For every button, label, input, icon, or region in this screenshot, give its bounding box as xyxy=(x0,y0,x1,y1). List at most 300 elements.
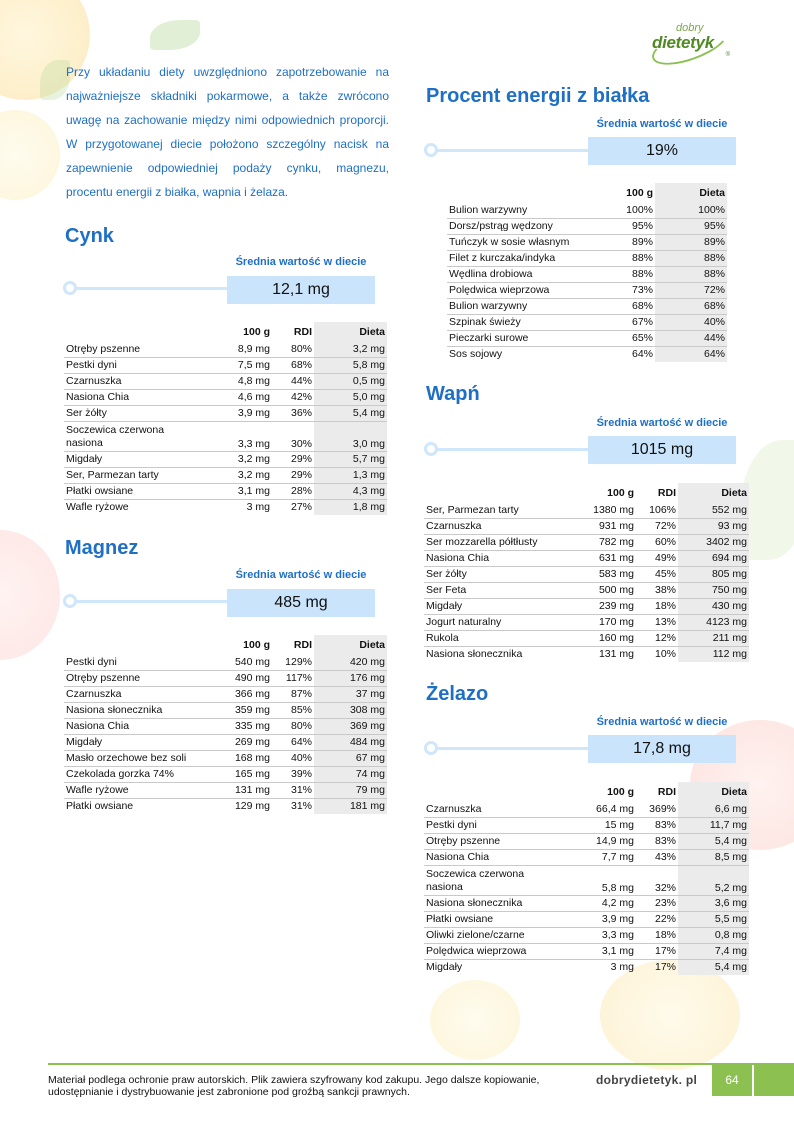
footer-site: dobrydietetyk. pl xyxy=(596,1073,698,1087)
decor-lemon-slice xyxy=(0,110,60,200)
rdi-value: 12% xyxy=(636,630,678,646)
food-name: Wędlina drobiowa xyxy=(447,266,607,282)
table-row xyxy=(64,467,387,483)
diet-value: 5,4 mg xyxy=(314,405,387,421)
per-100g-value: 3 mg xyxy=(610,961,634,974)
col-header-dieta: Dieta xyxy=(655,183,727,202)
table-row xyxy=(447,202,727,218)
col-header-dieta: Dieta xyxy=(314,322,387,341)
per-100g-value: 65% xyxy=(607,330,655,346)
diet-value: 93 mg xyxy=(678,518,749,534)
col-header-rdi: RDI xyxy=(293,325,312,338)
diet-value: 95% xyxy=(655,218,727,234)
table-row xyxy=(447,346,727,362)
rdi-value: 68% xyxy=(272,357,314,373)
food-name: Pestki dyni xyxy=(424,817,584,833)
per-100g-value: 359 mg xyxy=(224,702,272,718)
per-100g-value: 64% xyxy=(631,348,653,361)
table-row xyxy=(64,670,387,686)
diet-value: 1,3 mg xyxy=(314,467,387,483)
diet-value: 8,5 mg xyxy=(678,849,749,865)
section-title-magnez: Magnez xyxy=(65,537,139,559)
col-header-dieta: Dieta xyxy=(314,635,387,654)
table-wapn xyxy=(424,483,749,662)
per-100g-value: 165 mg xyxy=(224,766,272,782)
table-bialko xyxy=(447,183,727,362)
rdi-value: 40% xyxy=(272,750,314,766)
brand-logo xyxy=(650,22,732,62)
avg-value-wapn: 1015 mg xyxy=(588,436,736,464)
per-100g-value: 68% xyxy=(607,298,655,314)
rdi-value: 29% xyxy=(272,451,314,467)
diet-value: 44% xyxy=(655,330,727,346)
section-title-wapn: Wapń xyxy=(426,383,480,405)
food-name: Nasiona słonecznika xyxy=(424,895,584,911)
diet-value: 112 mg xyxy=(678,646,749,662)
avg-label: Średnia wartość w diecie xyxy=(596,716,728,728)
table-row xyxy=(64,389,387,405)
per-100g-value: 3,3 mg xyxy=(224,421,272,451)
diet-value: 4123 mg xyxy=(678,614,749,630)
food-name: Czekolada gorzka 74% xyxy=(64,766,224,782)
col-header-empty xyxy=(64,322,224,341)
table-row xyxy=(447,330,727,346)
diet-value: 11,7 mg xyxy=(678,817,749,833)
food-name: Migdały xyxy=(424,598,584,614)
food-name: Szpinak świeży xyxy=(447,314,607,330)
col-header-100g: 100 g xyxy=(243,325,270,338)
per-100g-value: 583 mg xyxy=(584,566,636,582)
food-name: Soczewica czerwona nasiona xyxy=(64,421,224,451)
table-row xyxy=(424,801,749,817)
rdi-value: 10% xyxy=(654,648,676,661)
per-100g-value: 490 mg xyxy=(224,670,272,686)
diet-value: 37 mg xyxy=(314,686,387,702)
per-100g-value: 88% xyxy=(607,250,655,266)
rdi-value: 28% xyxy=(272,483,314,499)
decor-grapefruit xyxy=(0,530,60,660)
table-row xyxy=(64,499,387,515)
per-100g-value: 160 mg xyxy=(584,630,636,646)
food-name: Bulion warzywny xyxy=(447,298,607,314)
slider-track xyxy=(432,149,592,152)
diet-value: 67 mg xyxy=(314,750,387,766)
slider-knob xyxy=(63,594,77,608)
per-100g-value: 540 mg xyxy=(224,654,272,670)
table-row xyxy=(64,341,387,357)
food-name: Pieczarki surowe xyxy=(447,330,607,346)
diet-value: 72% xyxy=(655,282,727,298)
table-row xyxy=(424,646,749,662)
food-name: Ser Feta xyxy=(424,582,584,598)
food-name: Nasiona Chia xyxy=(64,389,224,405)
diet-value: 5,8 mg xyxy=(314,357,387,373)
table-row xyxy=(64,686,387,702)
table-row xyxy=(424,566,749,582)
avg-label: Średnia wartość w diecie xyxy=(596,417,728,429)
rdi-value: 117% xyxy=(272,670,314,686)
table-row xyxy=(424,943,749,959)
rdi-value: 27% xyxy=(290,501,312,514)
per-100g-value: 15 mg xyxy=(584,817,636,833)
rdi-value: 22% xyxy=(636,911,678,927)
diet-value: 0,8 mg xyxy=(678,927,749,943)
food-name: Ser, Parmezan tarty xyxy=(64,467,224,483)
table-row xyxy=(64,451,387,467)
avg-value-zelazo: 17,8 mg xyxy=(588,735,736,763)
food-name: Oliwki zielone/czarne xyxy=(424,927,584,943)
diet-value: 40% xyxy=(655,314,727,330)
rdi-value: 36% xyxy=(272,405,314,421)
food-name: Płatki owsiane xyxy=(424,911,584,927)
intro-paragraph: Przy układaniu diety uwzględniono zapotrzebowanie na najważniejsze składniki pokarmowe, a także zwrócono uwagę na zachowanie między nimi odpowiednich proporcji. W przygotowanej diecie położono szczególny nacisk na zapewnienie odpowiedniej podaży cynku, magnezu, procentu energii z białka, wapnia i żelaza. xyxy=(66,65,389,199)
diet-value: 5,7 mg xyxy=(314,451,387,467)
slider-knob xyxy=(424,143,438,157)
diet-value: 3,6 mg xyxy=(678,895,749,911)
rdi-value: 80% xyxy=(272,718,314,734)
section-title-bialko: Procent energii z białka xyxy=(426,85,650,107)
diet-value: 484 mg xyxy=(314,734,387,750)
per-100g-value: 3,9 mg xyxy=(584,911,636,927)
per-100g-value: 66,4 mg xyxy=(584,801,636,817)
rdi-value: 29% xyxy=(272,467,314,483)
section-title-cynk: Cynk xyxy=(65,225,114,247)
slider-track xyxy=(432,747,592,750)
food-name: Płatki owsiane xyxy=(64,483,224,499)
diet-value: 7,4 mg xyxy=(678,943,749,959)
per-100g-value: 3,2 mg xyxy=(224,451,272,467)
per-100g-value: 239 mg xyxy=(584,598,636,614)
per-100g-value: 1380 mg xyxy=(584,502,636,518)
table-cynk xyxy=(64,322,387,515)
diet-value: 4,3 mg xyxy=(314,483,387,499)
food-name: Otręby pszenne xyxy=(64,341,224,357)
table-row xyxy=(424,534,749,550)
rdi-value: 129% xyxy=(272,654,314,670)
table-row xyxy=(64,750,387,766)
rdi-value: 80% xyxy=(272,341,314,357)
food-name: Tuńczyk w sosie własnym xyxy=(447,234,607,250)
footer-bar xyxy=(754,1064,794,1096)
table-row xyxy=(447,218,727,234)
table-row xyxy=(64,654,387,670)
food-name: Nasiona Chia xyxy=(424,550,584,566)
food-name: Otręby pszenne xyxy=(424,833,584,849)
table-row xyxy=(64,373,387,389)
diet-value: 64% xyxy=(655,346,727,362)
table-row xyxy=(64,718,387,734)
table-row xyxy=(424,959,749,975)
per-100g-value: 3 mg xyxy=(246,501,270,514)
table-row xyxy=(424,630,749,646)
rdi-value: 17% xyxy=(636,943,678,959)
rdi-value: 23% xyxy=(636,895,678,911)
table-row xyxy=(447,282,727,298)
table-row xyxy=(424,833,749,849)
per-100g-value: 88% xyxy=(607,266,655,282)
diet-value: 430 mg xyxy=(678,598,749,614)
diet-value: 750 mg xyxy=(678,582,749,598)
registered-mark: ® xyxy=(725,52,730,58)
table-row xyxy=(64,766,387,782)
per-100g-value: 100% xyxy=(607,202,655,218)
food-name: Soczewica czerwona nasiona xyxy=(424,865,584,895)
table-zelazo xyxy=(424,782,749,975)
table-row xyxy=(64,734,387,750)
avg-value-magnez: 485 mg xyxy=(227,589,375,617)
per-100g-value: 782 mg xyxy=(584,534,636,550)
per-100g-value: 67% xyxy=(607,314,655,330)
rdi-value: 30% xyxy=(272,421,314,451)
table-row xyxy=(424,849,749,865)
slider-knob xyxy=(424,741,438,755)
diet-value: 369 mg xyxy=(314,718,387,734)
food-name: Sos sojowy xyxy=(449,348,503,361)
food-name: Nasiona słonecznika xyxy=(426,648,523,661)
col-header-rdi: RDI xyxy=(657,486,676,499)
table-row xyxy=(424,598,749,614)
table-row xyxy=(447,298,727,314)
per-100g-value: 3,1 mg xyxy=(224,483,272,499)
diet-value: 74 mg xyxy=(314,766,387,782)
food-name: Filet z kurczaka/indyka xyxy=(447,250,607,266)
col-header-100g: 100 g xyxy=(607,785,634,798)
per-100g-value: 131 mg xyxy=(598,648,634,661)
table-row xyxy=(424,865,749,895)
food-name: Nasiona Chia xyxy=(424,849,584,865)
col-header-empty xyxy=(424,782,584,801)
rdi-value: 39% xyxy=(272,766,314,782)
per-100g-value: 931 mg xyxy=(584,518,636,534)
section-title-zelazo: Żelazo xyxy=(426,683,489,705)
rdi-value: 87% xyxy=(272,686,314,702)
food-name: Czarnuszka xyxy=(424,801,584,817)
per-100g-value: 366 mg xyxy=(224,686,272,702)
decor-leaf xyxy=(150,20,200,50)
diet-value: 79 mg xyxy=(314,782,387,798)
slider-track xyxy=(432,448,592,451)
diet-value: 805 mg xyxy=(678,566,749,582)
per-100g-value: 131 mg xyxy=(224,782,272,798)
diet-value: 211 mg xyxy=(678,630,749,646)
per-100g-value: 3,9 mg xyxy=(224,405,272,421)
food-name: Pestki dyni xyxy=(64,654,224,670)
per-100g-value: 500 mg xyxy=(584,582,636,598)
table-row xyxy=(424,518,749,534)
col-header-empty xyxy=(64,635,224,654)
table-row xyxy=(64,357,387,373)
rdi-value: 44% xyxy=(272,373,314,389)
decor-lemon-slice xyxy=(430,980,520,1060)
per-100g-value: 89% xyxy=(607,234,655,250)
food-name: Czarnuszka xyxy=(64,686,224,702)
table-magnez xyxy=(64,635,387,814)
food-name: Migdały xyxy=(426,961,463,974)
rdi-value: 17% xyxy=(654,961,676,974)
food-name: Migdały xyxy=(64,734,224,750)
per-100g-value: 95% xyxy=(607,218,655,234)
food-name: Masło orzechowe bez soli xyxy=(64,750,224,766)
slider-track xyxy=(70,600,230,603)
diet-value: 6,6 mg xyxy=(678,801,749,817)
per-100g-value: 269 mg xyxy=(224,734,272,750)
food-name: Ser żółty xyxy=(64,405,224,421)
avg-label: Średnia wartość w diecie xyxy=(596,118,728,130)
table-row xyxy=(64,483,387,499)
table-row xyxy=(447,266,727,282)
table-row xyxy=(424,502,749,518)
food-name: Otręby pszenne xyxy=(64,670,224,686)
rdi-value: 38% xyxy=(636,582,678,598)
food-name: Jogurt naturalny xyxy=(424,614,584,630)
food-name: Polędwica wieprzowa xyxy=(424,943,584,959)
avg-label: Średnia wartość w diecie xyxy=(235,569,367,581)
table-header-row xyxy=(64,322,387,341)
rdi-value: 85% xyxy=(272,702,314,718)
table-header-row xyxy=(424,782,749,801)
footer-copyright: Materiał podlega ochronie praw autorskich. Plik zawiera szyfrowany kod zakupu. Jego dalsze kopiowanie, udostępnianie i dystrybuowanie jest zabronione pod groźbą sankcji prawnych. xyxy=(48,1074,540,1098)
per-100g-value: 3,1 mg xyxy=(584,943,636,959)
rdi-value: 42% xyxy=(272,389,314,405)
table-row xyxy=(64,421,387,451)
per-100g-value: 8,9 mg xyxy=(224,341,272,357)
rdi-value: 18% xyxy=(636,598,678,614)
food-name: Wafle ryżowe xyxy=(66,501,129,514)
per-100g-value: 168 mg xyxy=(224,750,272,766)
food-name: Wafle ryżowe xyxy=(64,782,224,798)
table-row xyxy=(424,614,749,630)
rdi-value: 43% xyxy=(636,849,678,865)
decor-orange xyxy=(600,960,740,1070)
table-row xyxy=(64,405,387,421)
avg-label: Średnia wartość w diecie xyxy=(235,256,367,268)
diet-value: 5,5 mg xyxy=(678,911,749,927)
food-name: Rukola xyxy=(424,630,584,646)
logo-small-text: dobry xyxy=(676,22,704,34)
slider-track xyxy=(70,287,230,290)
diet-value: 694 mg xyxy=(678,550,749,566)
col-header-rdi: RDI xyxy=(293,638,312,651)
col-header-empty xyxy=(424,483,584,502)
table-header-row xyxy=(424,483,749,502)
table-row xyxy=(64,782,387,798)
per-100g-value: 335 mg xyxy=(224,718,272,734)
per-100g-value: 14,9 mg xyxy=(584,833,636,849)
table-row xyxy=(447,314,727,330)
rdi-value: 106% xyxy=(636,502,678,518)
food-name: Polędwica wieprzowa xyxy=(447,282,607,298)
diet-value: 5,4 mg xyxy=(678,959,749,975)
rdi-value: 13% xyxy=(636,614,678,630)
diet-value: 420 mg xyxy=(314,654,387,670)
per-100g-value: 5,8 mg xyxy=(584,865,636,895)
avg-value-cynk: 12,1 mg xyxy=(227,276,375,304)
per-100g-value: 4,2 mg xyxy=(584,895,636,911)
per-100g-value: 7,5 mg xyxy=(224,357,272,373)
per-100g-value: 3,2 mg xyxy=(224,467,272,483)
diet-value: 3,0 mg xyxy=(314,421,387,451)
table-row xyxy=(424,911,749,927)
logo-main-text: dietetyk xyxy=(652,33,714,52)
diet-value: 5,4 mg xyxy=(678,833,749,849)
rdi-value: 83% xyxy=(636,833,678,849)
per-100g-value: 170 mg xyxy=(584,614,636,630)
table-header-row xyxy=(447,183,727,202)
diet-value: 5,2 mg xyxy=(678,865,749,895)
table-row xyxy=(447,234,727,250)
diet-value: 89% xyxy=(655,234,727,250)
rdi-value: 31% xyxy=(290,800,312,813)
table-row xyxy=(424,550,749,566)
diet-value: 3,2 mg xyxy=(314,341,387,357)
table-row xyxy=(424,927,749,943)
food-name: Ser mozzarella półtłusty xyxy=(424,534,584,550)
per-100g-value: 3,3 mg xyxy=(584,927,636,943)
col-header-100g: 100 g xyxy=(243,638,270,651)
table-row xyxy=(64,798,387,814)
rdi-value: 49% xyxy=(636,550,678,566)
diet-value: 68% xyxy=(655,298,727,314)
col-header-dieta: Dieta xyxy=(678,782,749,801)
col-header-100g: 100 g xyxy=(626,186,653,199)
diet-value: 88% xyxy=(655,266,727,282)
col-header-100g: 100 g xyxy=(607,486,634,499)
food-name: Nasiona słonecznika xyxy=(64,702,224,718)
diet-value: 0,5 mg xyxy=(314,373,387,389)
food-name: Nasiona Chia xyxy=(64,718,224,734)
rdi-value: 72% xyxy=(636,518,678,534)
diet-value: 308 mg xyxy=(314,702,387,718)
col-header-empty xyxy=(447,183,607,202)
food-name: Migdały xyxy=(64,451,224,467)
diet-value: 5,0 mg xyxy=(314,389,387,405)
food-name: Płatki owsiane xyxy=(66,800,134,813)
table-header-row xyxy=(64,635,387,654)
avg-value-bialko: 19% xyxy=(588,137,736,165)
footer-divider xyxy=(48,1063,794,1065)
table-row xyxy=(64,702,387,718)
table-row xyxy=(447,250,727,266)
diet-value: 100% xyxy=(655,202,727,218)
table-row xyxy=(424,817,749,833)
rdi-value: 369% xyxy=(636,801,678,817)
col-header-dieta: Dieta xyxy=(678,483,749,502)
diet-value: 181 mg xyxy=(314,798,387,814)
food-name: Ser, Parmezan tarty xyxy=(424,502,584,518)
rdi-value: 60% xyxy=(636,534,678,550)
table-row xyxy=(424,895,749,911)
slider-knob xyxy=(424,442,438,456)
diet-value: 88% xyxy=(655,250,727,266)
rdi-value: 45% xyxy=(636,566,678,582)
diet-value: 552 mg xyxy=(678,502,749,518)
food-name: Bulion warzywny xyxy=(447,202,607,218)
per-100g-value: 7,7 mg xyxy=(584,849,636,865)
food-name: Czarnuszka xyxy=(424,518,584,534)
slider-knob xyxy=(63,281,77,295)
per-100g-value: 4,8 mg xyxy=(224,373,272,389)
food-name: Pestki dyni xyxy=(64,357,224,373)
food-name: Dorsz/pstrąg wędzony xyxy=(447,218,607,234)
diet-value: 176 mg xyxy=(314,670,387,686)
col-header-rdi: RDI xyxy=(657,785,676,798)
diet-value: 3402 mg xyxy=(678,534,749,550)
rdi-value: 31% xyxy=(272,782,314,798)
diet-value: 1,8 mg xyxy=(314,499,387,515)
food-name: Czarnuszka xyxy=(64,373,224,389)
per-100g-value: 631 mg xyxy=(584,550,636,566)
rdi-value: 83% xyxy=(636,817,678,833)
